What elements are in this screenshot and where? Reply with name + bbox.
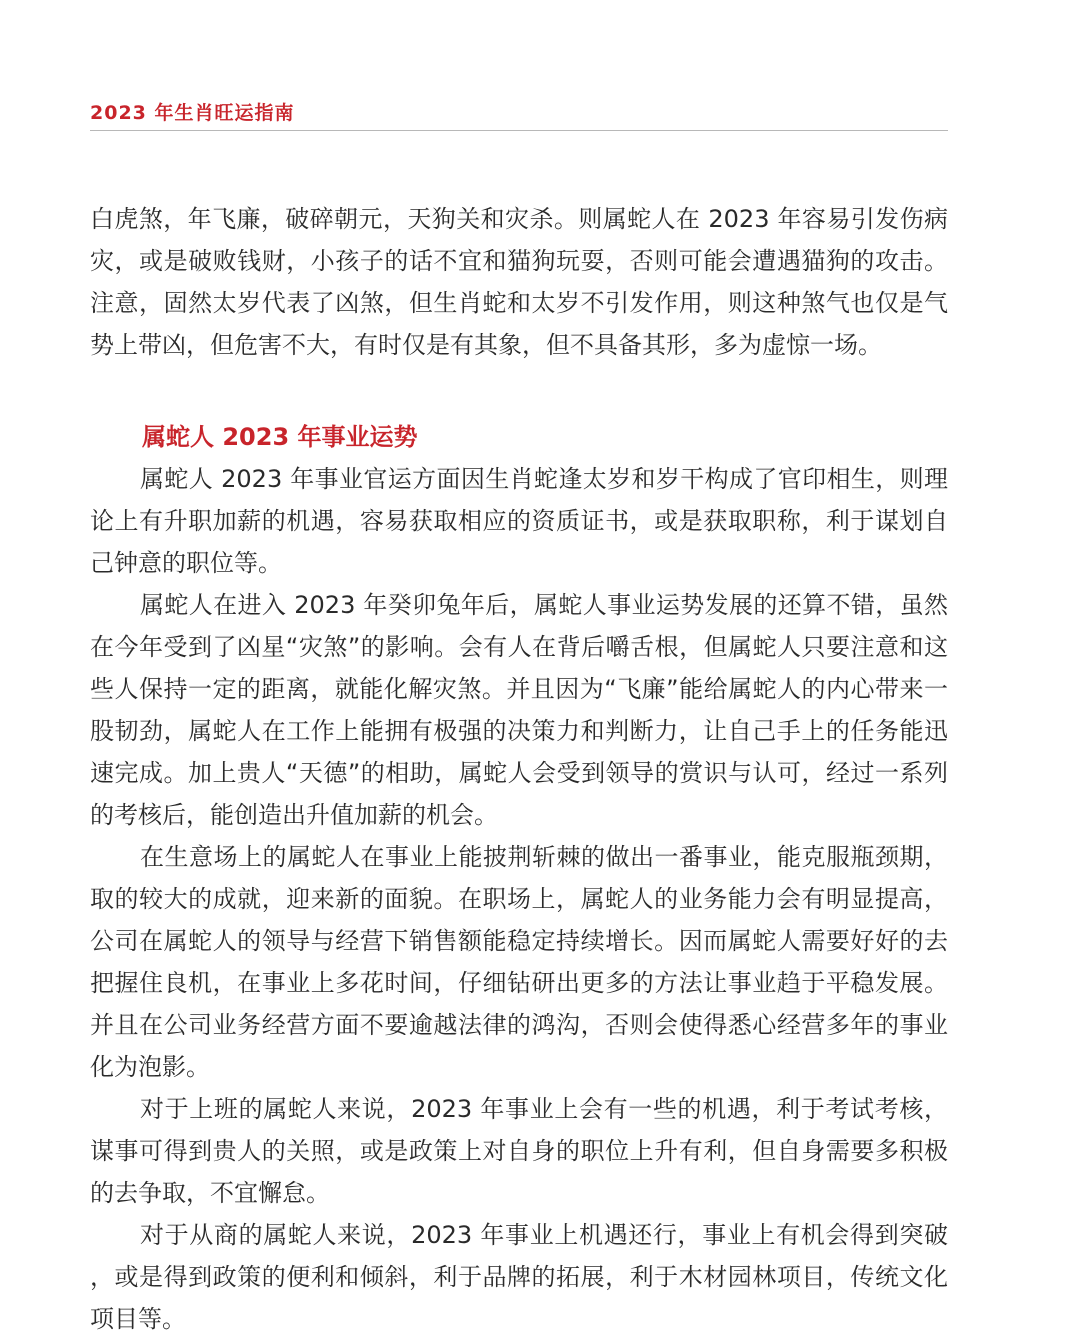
body-paragraph-3: 在生意场上的属蛇人在事业上能披荆斩棘的做出一番事业，能克服瓶颈期，取的较大的成就，迎来新的面貌。在职场上，属蛇人的业务能力会有明显提高，公司在属蛇人的领导与经营下销售额能稳定持续增长。因而属蛇人需要好好的去把握住良机，在事业上多花时间，仔细钻研出更多的方法让事业趋于平稳发展。并且在公司业务经营方面不要逾越法律的鸿沟，否则会使得悉心经营多年的事业化为泡影。: [90, 843, 948, 1081]
page-content: [90, 198, 948, 1340]
body-paragraph-2: 属蛇人在进入 2023 年癸卯兔年后，属蛇人事业运势发展的还算不错，虽然在今年受到了凶星“灾煞”的影响。会有人在背后嚼舌根，但属蛇人只要注意和这些人保持一定的距离，就能化解灾煞。并且因为“飞廉”能给属蛇人的内心带来一股韧劲，属蛇人在工作上能拥有极强的决策力和判断力，让自己手上的任务能迅速完成。加上贵人“天德”的相助，属蛇人会受到领导的赏识与认可，经过一系列的考核后，能创造出升值加薪的机会。: [90, 591, 948, 829]
running-header: 2023 年生肖旺运指南: [90, 102, 295, 124]
intro-paragraph: 白虎煞，年飞廉，破碎朝元，天狗关和灾杀。则属蛇人在 2023 年容易引发伤病灾，或是破败钱财，小孩子的话不宜和猫狗玩耍，否则可能会遭遇猫狗的攻击。注意，固然太岁代表了凶煞，但生肖蛇和太岁不引发作用，则这种煞气也仅是气势上带凶，但危害不大，有时仅是有其象，但不具备其形，多为虚惊一场。: [90, 205, 948, 359]
body-paragraph-1: 属蛇人 2023 年事业官运方面因生肖蛇逢太岁和岁干构成了官印相生，则理论上有升职加薪的机遇，容易获取相应的资质证书，或是获取职称，利于谋划自己钟意的职位等。: [90, 465, 948, 577]
body-paragraph-5: 对于从商的属蛇人来说，2023 年事业上机遇还行，事业上有机会得到突破，或是得到政策的便利和倾斜，利于品牌的拓展，利于木材园林项目，传统文化项目等。: [90, 1221, 948, 1333]
body-paragraph-4: 对于上班的属蛇人来说，2023 年事业上会有一些的机遇，利于考试考核，谋事可得到贵人的关照，或是政策上对自身的职位上升有利，但自身需要多积极的去争取，不宜懈怠。: [90, 1095, 948, 1207]
header-divider: [90, 130, 948, 131]
section-heading: 属蛇人 2023 年事业运势: [142, 423, 418, 451]
